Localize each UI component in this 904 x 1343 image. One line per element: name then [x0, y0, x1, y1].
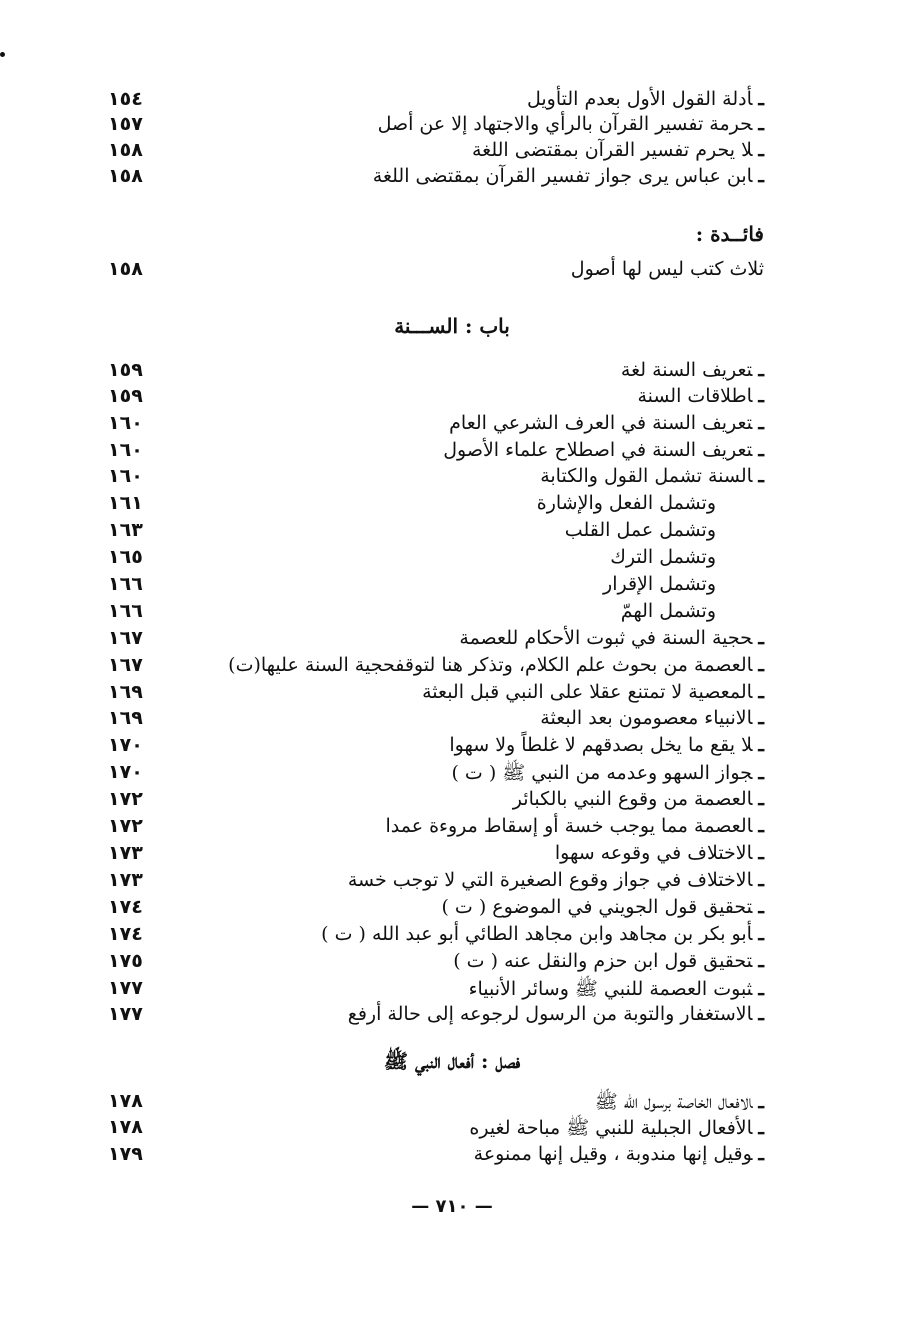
- entry-label: الأفعال الجبلية للنبي ﷺ مباحة لغيره: [469, 1117, 753, 1139]
- index-entry: [0, 573, 904, 603]
- entry-label: أبو بكر بن مجاهد وابن مجاهد الطائي أبو عبد الله ( ت ): [321, 923, 753, 945]
- entry-label: الاختلاف في جواز وقوع الصغيرة التي لا توجب خسة: [347, 869, 753, 891]
- entry-text: [555, 842, 764, 864]
- entry-label: المعصية لا تمتنع عقلا على النبي قبل البعثة: [422, 681, 753, 703]
- entry-text: [441, 896, 764, 918]
- bullet-dash: ـ: [758, 788, 764, 810]
- entry-text: [610, 546, 716, 568]
- page-number: ١٥٤: [108, 88, 143, 110]
- entry-label: حرمة تفسير القرآن بالرأي والاجتهاد إلا عن أصل: [377, 113, 753, 135]
- bullet-dash: ـ: [758, 412, 764, 434]
- index-entry: [0, 896, 904, 926]
- bullet-dash: ـ: [758, 950, 764, 972]
- bullet-dash: ـ: [758, 707, 764, 729]
- entry-label: تحقيق قول ابن حزم والنقل عنه ( ت ): [453, 950, 753, 972]
- index-entry: [0, 627, 904, 657]
- faida-heading: فائــدة :: [695, 222, 764, 246]
- entry-label: حجية السنة في ثبوت الأحكام للعصمة: [459, 627, 753, 649]
- entry-text: [472, 139, 764, 161]
- index-entry: [0, 869, 904, 899]
- page-number: ١٧٨: [108, 1090, 143, 1112]
- bullet-dash: ـ: [758, 869, 764, 891]
- entry-text: [469, 977, 764, 1005]
- entry-text: [603, 573, 716, 595]
- page-number: ١٦٠: [108, 439, 143, 461]
- page-number: ١٦٠: [108, 465, 143, 487]
- page-number: ١٧٤: [108, 923, 143, 945]
- index-entry: [0, 734, 904, 764]
- entry-text: [385, 815, 764, 837]
- entry-text: [621, 600, 716, 622]
- page-number: ١٧٣: [108, 869, 143, 891]
- entry-label: السنة تشمل القول والكتابة: [540, 465, 753, 487]
- entry-text: [595, 1090, 764, 1118]
- index-entry: [0, 492, 904, 522]
- entry-text: [348, 1003, 764, 1025]
- entry-text: [453, 950, 764, 972]
- page-number: ١٧٩: [108, 1143, 143, 1165]
- bullet-dash: ـ: [758, 896, 764, 918]
- bullet-dash: ـ: [758, 1003, 764, 1025]
- bullet-dash: ـ: [758, 139, 764, 161]
- entry-text: [527, 88, 764, 110]
- entry-label: وتشمل الفعل والإشارة: [536, 492, 716, 514]
- bullet-dash: ـ: [758, 359, 764, 381]
- bullet-dash: ـ: [758, 88, 764, 110]
- page-number: ١٧٥: [108, 950, 143, 972]
- bullet-dash: ـ: [758, 627, 764, 649]
- bullet-dash: ـ: [758, 1117, 764, 1139]
- entry-text: [228, 654, 764, 676]
- entry-label: الافعال الخاصة برسول الله ﷺ: [594, 1091, 753, 1113]
- bullet-dash: ـ: [758, 815, 764, 837]
- entry-text: [459, 627, 764, 649]
- entry-text: [540, 707, 764, 729]
- page-number: ١٦٦: [108, 573, 143, 595]
- page-number: ١٦١: [108, 492, 143, 514]
- entry-text: ثلاث كتب ليس لها أصول: [570, 258, 764, 280]
- entry-text: [451, 761, 764, 789]
- page-number: ١٧٣: [108, 842, 143, 864]
- entry-text: [469, 1116, 764, 1144]
- page-number: ١٧٤: [108, 896, 143, 918]
- entry-label: وتشمل عمل القلب: [564, 519, 716, 541]
- page-number: ١٥٨: [108, 258, 143, 280]
- index-entry: [0, 600, 904, 630]
- index-entry: [0, 258, 904, 288]
- entry-label: تحقيق قول الجويني في الموضوع ( ت ): [441, 896, 753, 918]
- page-number: ١٦٠: [108, 412, 143, 434]
- page-number: ١٦٦: [108, 600, 143, 622]
- entry-text: [565, 519, 716, 541]
- page-number: ١٦٥: [108, 546, 143, 568]
- entry-label: اطلاقات السنة: [637, 385, 753, 407]
- entry-label: العصمة من وقوع النبي بالكبائر: [512, 788, 753, 810]
- bullet-dash: ـ: [758, 1143, 764, 1165]
- bullet-dash: ـ: [758, 762, 764, 784]
- page-number: ١٦٣: [108, 519, 143, 541]
- page-number: ١٧٧: [108, 1003, 143, 1025]
- page-number: ١٦٧: [108, 627, 143, 649]
- entry-text: [348, 869, 764, 891]
- sunnah-heading: باب : الســـنة: [394, 314, 510, 338]
- page-number: ١٥٨: [108, 165, 143, 187]
- index-entry: [0, 165, 904, 195]
- bullet-dash: ـ: [758, 923, 764, 945]
- entry-text: [637, 385, 764, 407]
- entry-text: [540, 465, 764, 487]
- entry-label: وقيل إنها مندوبة ، وقيل إنها ممنوعة: [473, 1143, 753, 1165]
- entry-text: [449, 412, 764, 434]
- entry-text: [422, 681, 764, 703]
- entry-label: العصمة مما يوجب خسة أو إسقاط مروءة عمدا: [385, 815, 753, 837]
- page-number: ١٦٩: [108, 681, 143, 703]
- index-entry: [0, 1143, 904, 1173]
- bullet-dash: ـ: [758, 734, 764, 756]
- bullet-dash: ـ: [758, 654, 764, 676]
- page-number: ١٧٠: [108, 761, 143, 783]
- entry-label: جواز السهو وعدمه من النبي ﷺ ( ت ): [451, 762, 753, 784]
- bullet-dash: ـ: [758, 681, 764, 703]
- bullet-dash: ـ: [758, 465, 764, 487]
- page-number: ١٦٩: [108, 707, 143, 729]
- index-entry: [0, 788, 904, 818]
- entry-label: تعريف السنة في العرف الشرعي العام: [449, 412, 753, 434]
- entry-text: [321, 923, 764, 945]
- index-entry: [0, 761, 904, 791]
- entry-text: [621, 359, 764, 381]
- bullet-dash: ـ: [758, 385, 764, 407]
- index-entry: [0, 519, 904, 549]
- entry-text: [449, 734, 764, 756]
- entry-text: [373, 165, 764, 187]
- entry-text: [474, 1143, 764, 1165]
- bullet-dash: ـ: [758, 842, 764, 864]
- bullet-dash: ـ: [758, 978, 764, 1000]
- entry-label: تعريف السنة في اصطلاح علماء الأصول: [443, 439, 753, 461]
- page-number: ١٥٧: [108, 113, 143, 135]
- entry-label: لا يقع ما يخل بصدقهم لا غلطاً ولا سهوا: [449, 734, 753, 756]
- entry-text: [378, 113, 764, 135]
- entry-label: الاختلاف في وقوعه سهوا: [554, 842, 753, 864]
- entry-label: الاستغفار والتوبة من الرسول لرجوعه إلى حالة أرفع: [347, 1003, 753, 1025]
- entry-label: لا يحرم تفسير القرآن بمقتضى اللغة: [471, 139, 753, 161]
- index-entry: [0, 707, 904, 737]
- index-entry: [0, 1116, 904, 1146]
- index-entry: [0, 950, 904, 980]
- index-entry: [0, 923, 904, 953]
- margin-mark: [0, 52, 5, 57]
- entry-label: وتشمل الترك: [610, 546, 716, 568]
- page-number: ١٧٢: [108, 815, 143, 837]
- entry-label: العصمة من بحوث علم الكلام، وتذكر هنا لتوقفحجية السنة عليها(ت): [228, 654, 753, 676]
- bullet-dash: ـ: [758, 1091, 764, 1113]
- index-entry: [0, 1003, 904, 1033]
- page-footer: — ٧١٠ —: [411, 1196, 493, 1217]
- entry-label: وتشمل الهمّ: [620, 600, 716, 622]
- entry-label: الانبياء معصومون بعد البعثة: [540, 707, 753, 729]
- entry-label: أدلة القول الأول بعدم التأويل: [527, 88, 753, 110]
- afaal-heading: فصل : أفعال النبي ﷺ: [383, 1049, 521, 1073]
- index-entry: [0, 654, 904, 684]
- page-number: ١٧٢: [108, 788, 143, 810]
- index-entry: [0, 815, 904, 845]
- page-number: ١٥٨: [108, 139, 143, 161]
- page-number: ١٧٠: [108, 734, 143, 756]
- bullet-dash: ـ: [758, 439, 764, 461]
- entry-text: [513, 788, 764, 810]
- bullet-dash: ـ: [758, 165, 764, 187]
- entry-label: ابن عباس يرى جواز تفسير القرآن بمقتضى اللغة: [372, 165, 753, 187]
- entry-label: وتشمل الإقرار: [603, 573, 716, 595]
- bullet-dash: ـ: [758, 113, 764, 135]
- page-number: ١٧٨: [108, 1116, 143, 1138]
- index-entry: [0, 465, 904, 495]
- entry-label: ثبوت العصمة للنبي ﷺ وسائر الأنبياء: [468, 978, 753, 1000]
- page-number: ١٥٩: [108, 359, 143, 381]
- page-number: ١٥٩: [108, 385, 143, 407]
- index-entry: [0, 842, 904, 872]
- index-entry: [0, 546, 904, 576]
- index-entry: [0, 385, 904, 415]
- entry-text: [537, 492, 716, 514]
- index-entry: [0, 412, 904, 442]
- page-number: ١٧٧: [108, 977, 143, 999]
- entry-label: تعريف السنة لغة: [620, 359, 753, 381]
- entry-text: [443, 439, 764, 461]
- page-number: ١٦٧: [108, 654, 143, 676]
